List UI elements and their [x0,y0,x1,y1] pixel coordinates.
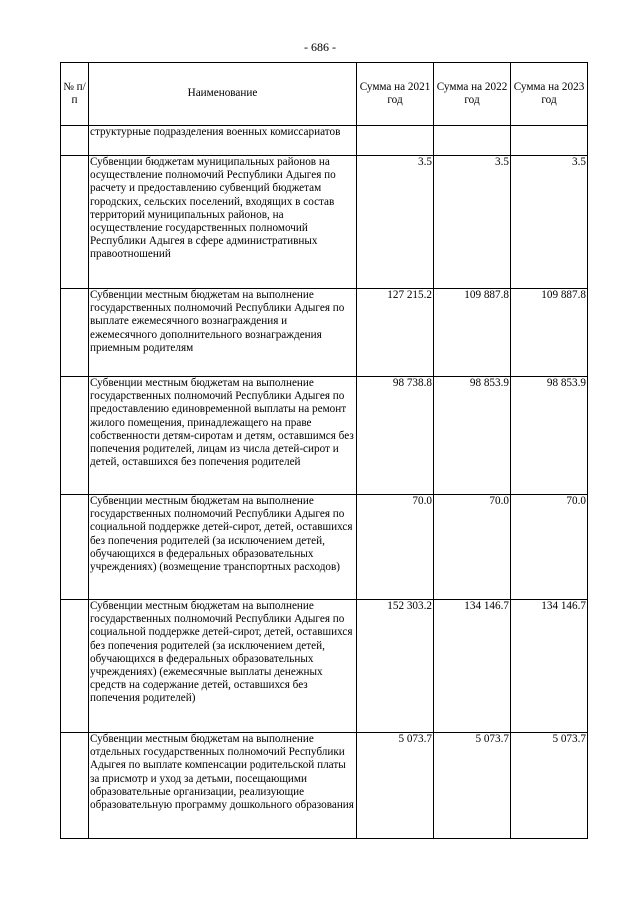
header-sum-2021: Сумма на 2021 год [357,63,434,126]
row-sum-2022: 3.5 [434,156,511,289]
row-sum-2021 [357,126,434,156]
row-sum-2023 [511,126,588,156]
row-num [61,289,89,377]
row-num [61,377,89,495]
row-sum-2022: 5 073.7 [434,733,511,839]
row-sum-2021: 127 215.2 [357,289,434,377]
row-name: Субвенции местным бюджетам на выполнение государственных полномочий Республики Адыгея по социальной поддержке детей-сирот, детей, оставшихся без попечения родителей (за исключением детей, обучающихся в федеральных образовательных учреждениях) (возмещение транспортных расходов) [89,495,357,600]
row-num [61,733,89,839]
row-name: Субвенции местным бюджетам на выполнение государственных полномочий Республики Адыгея по предоставлению единовременной выплаты на ремонт жилого помещения, принадлежащего на праве собственности детям-сиротам и детям, оставшимся без попечения родителей, лицам из числа детей-сирот и детей, оставшихся без попечения родителей [89,377,357,495]
table-row [61,377,588,495]
row-sum-2021: 70.0 [357,495,434,600]
row-sum-2022: 134 146.7 [434,600,511,733]
header-sum-2022: Сумма на 2022 год [434,63,511,126]
row-sum-2021: 5 073.7 [357,733,434,839]
table-row [61,495,588,600]
row-name: Субвенции местным бюджетам на выполнение государственных полномочий Республики Адыгея по социальной поддержке детей-сирот, детей, оставшихся без попечения родителей (за исключением детей, обучающихся в федеральных образовательных учреждениях) (ежемесячные выплаты денежных средств на содержание детей, оставшихся без попечения родителей) [89,600,357,733]
row-num [61,495,89,600]
row-sum-2022 [434,126,511,156]
row-name: структурные подразделения военных комиссариатов [89,126,357,156]
budget-table [60,62,588,839]
header-name: Наименование [89,63,357,126]
table-header-row [61,63,588,126]
row-num [61,156,89,289]
row-sum-2023: 3.5 [511,156,588,289]
page-number: - 686 - [304,40,336,54]
table-row [61,733,588,839]
row-sum-2023: 70.0 [511,495,588,600]
header-num: № п/п [61,63,89,126]
row-sum-2022: 70.0 [434,495,511,600]
row-sum-2023: 5 073.7 [511,733,588,839]
row-name: Субвенции местным бюджетам на выполнение отдельных государственных полномочий Республики Адыгея по выплате компенсации родительской платы за присмотр и уход за детьми, посещающими образовательные организации, реализующие образовательную программу дошкольного образования [89,733,357,839]
table-row [61,600,588,733]
row-name: Субвенции местным бюджетам на выполнение государственных полномочий Республики Адыгея по выплате ежемесячного вознаграждения и ежемесячного дополнительного вознаграждения приемным родителям [89,289,357,377]
row-sum-2023: 109 887.8 [511,289,588,377]
row-sum-2021: 98 738.8 [357,377,434,495]
header-sum-2023: Сумма на 2023 год [511,63,588,126]
row-name: Субвенции бюджетам муниципальных районов на осуществление полномочий Республики Адыгея по расчету и предоставлению субвенций бюджетам городских, сельских поселений, входящих в состав территорий муниципальных районов, на осуществление государственных полномочий Республики Адыгея в сфере административных правоотношений [89,156,357,289]
table-row [61,156,588,289]
row-sum-2021: 3.5 [357,156,434,289]
row-sum-2023: 98 853.9 [511,377,588,495]
row-num [61,600,89,733]
row-sum-2022: 109 887.8 [434,289,511,377]
table-row [61,126,588,156]
row-num [61,126,89,156]
table-row [61,289,588,377]
row-sum-2023: 134 146.7 [511,600,588,733]
row-sum-2022: 98 853.9 [434,377,511,495]
row-sum-2021: 152 303.2 [357,600,434,733]
